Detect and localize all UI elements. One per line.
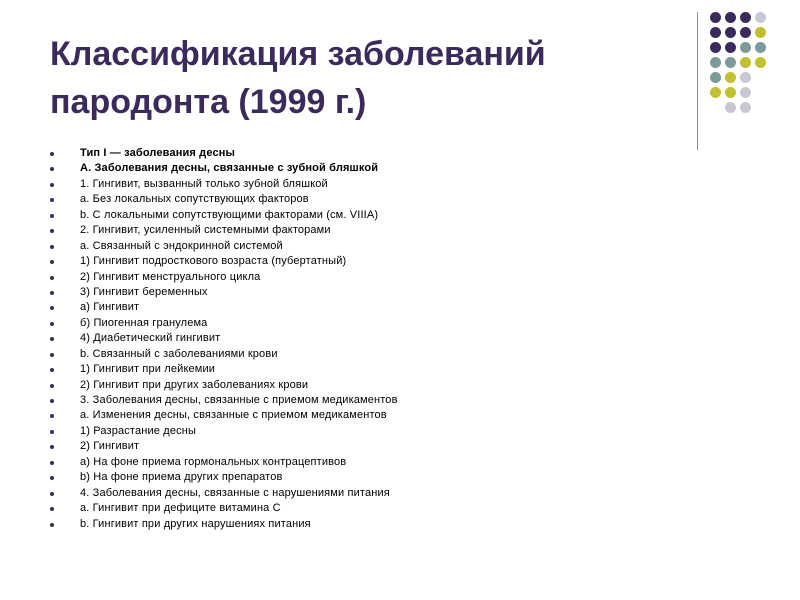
- bullet-icon: [50, 507, 54, 511]
- list-item-text: 3) Гингивит беременных: [80, 285, 208, 298]
- list-item: [50, 300, 398, 315]
- list-item-text: b) На фоне приема других препаратов: [80, 471, 283, 484]
- decorative-dot: [710, 42, 721, 53]
- bullet-icon: [50, 260, 54, 264]
- bullet-icon: [50, 399, 54, 403]
- decorative-dot-grid: [710, 12, 790, 132]
- bullet-icon: [50, 337, 54, 341]
- list-item-text: 1) Разрастание десны: [80, 424, 197, 437]
- bullet-icon: [50, 167, 54, 171]
- decorative-dot: [710, 72, 721, 83]
- decorative-dot: [725, 27, 736, 38]
- list-item: [50, 161, 398, 176]
- vertical-divider: [697, 12, 698, 150]
- list-item: [50, 455, 398, 470]
- decorative-dot: [710, 57, 721, 68]
- decorative-dot: [740, 12, 751, 23]
- bullet-icon: [50, 430, 54, 434]
- list-item-text: b. Гингивит при других нарушениях питания: [80, 517, 311, 530]
- list-item: [50, 316, 398, 331]
- bullet-icon: [50, 368, 54, 372]
- list-item: [50, 517, 398, 532]
- slide-title-line-2: пародонта (1999 г.): [50, 83, 367, 121]
- list-item-text: a. Гингивит при дефиците витамина С: [80, 502, 281, 515]
- list-item-text: 4. Заболевания десны, связанные с нарушениями питания: [80, 486, 390, 499]
- list-item: [50, 208, 398, 223]
- list-item-text: Тип I — заболевания десны: [80, 147, 236, 159]
- list-item-text: b. С локальными сопутствующими факторами (см. VIIIА): [80, 208, 379, 221]
- decorative-dot: [725, 72, 736, 83]
- list-item: [50, 177, 398, 192]
- list-item-text: 3. Заболевания десны, связанные с приемом медикаментов: [80, 394, 398, 406]
- list-item: [50, 239, 398, 254]
- list-item: [50, 254, 398, 269]
- bullet-icon: [50, 229, 54, 233]
- list-item-text: 2) Гингивит: [80, 440, 140, 453]
- list-item: [50, 146, 398, 161]
- list-item-text: 1. Гингивит, вызванный только зубной бляшкой: [80, 177, 328, 190]
- bullet-icon: [50, 353, 54, 357]
- decorative-dot: [740, 42, 751, 53]
- bullet-icon: [50, 183, 54, 187]
- bullet-icon: [50, 445, 54, 449]
- bullet-icon: [50, 384, 54, 388]
- list-item-text: б) Пиогенная гранулема: [80, 316, 208, 329]
- list-item-text: a. Без локальных сопутствующих факторов: [80, 193, 309, 206]
- list-item: [50, 424, 398, 439]
- list-item: [50, 408, 398, 423]
- bullet-icon: [50, 245, 54, 249]
- list-item: [50, 331, 398, 346]
- bullet-icon: [50, 291, 54, 295]
- list-item-text: b. Связанный с заболеваниями крови: [80, 347, 278, 360]
- list-item: [50, 501, 398, 516]
- list-item: [50, 347, 398, 362]
- classification-list: [50, 146, 398, 532]
- slide-title: [50, 30, 650, 126]
- bullet-icon: [50, 306, 54, 310]
- list-item: [50, 270, 398, 285]
- decorative-dot: [710, 87, 721, 98]
- decorative-dot: [740, 102, 751, 113]
- bullet-icon: [50, 322, 54, 326]
- slide-title-line-1: Классификация заболеваний: [50, 35, 546, 73]
- bullet-icon: [50, 414, 54, 418]
- decorative-dot: [725, 12, 736, 23]
- list-item: [50, 393, 398, 408]
- decorative-dot: [710, 27, 721, 38]
- list-item-text: 2. Гингивит, усиленный системными факторами: [80, 224, 331, 237]
- decorative-dot: [740, 72, 751, 83]
- list-item: [50, 192, 398, 207]
- bullet-icon: [50, 492, 54, 496]
- decorative-dot: [755, 57, 766, 68]
- bullet-icon: [50, 523, 54, 527]
- list-item: [50, 378, 398, 393]
- decorative-dot: [725, 42, 736, 53]
- decorative-dot: [755, 27, 766, 38]
- list-item: [50, 486, 398, 501]
- decorative-dot: [740, 27, 751, 38]
- list-item: [50, 223, 398, 238]
- decorative-dot: [725, 102, 736, 113]
- list-item-text: a. Изменения десны, связанные с приемом медикаментов: [80, 409, 387, 422]
- decorative-dot: [740, 57, 751, 68]
- decorative-dot: [710, 12, 721, 23]
- list-item: [50, 439, 398, 454]
- list-item: [50, 285, 398, 300]
- list-item-text: 2) Гингивит менструального цикла: [80, 270, 261, 283]
- list-item: [50, 362, 398, 377]
- list-item-text: 1) Гингивит при лейкемии: [80, 363, 216, 376]
- bullet-icon: [50, 476, 54, 480]
- bullet-icon: [50, 152, 54, 156]
- list-item-text: a. Связанный с эндокринной системой: [80, 239, 283, 252]
- bullet-icon: [50, 461, 54, 465]
- decorative-dot: [755, 12, 766, 23]
- decorative-dot: [740, 87, 751, 98]
- list-item-text: А. Заболевания десны, связанные с зубной бляшкой: [80, 162, 379, 175]
- decorative-dot: [725, 57, 736, 68]
- bullet-icon: [50, 276, 54, 280]
- bullet-icon: [50, 198, 54, 202]
- list-item-text: 1) Гингивит подросткового возраста (пубертатный): [80, 255, 347, 268]
- list-item: [50, 470, 398, 485]
- list-item-text: 2) Гингивит при других заболеваниях крови: [80, 378, 309, 391]
- bullet-icon: [50, 214, 54, 218]
- decorative-dot: [755, 42, 766, 53]
- list-item-text: а) На фоне приема гормональных контрацептивов: [80, 455, 347, 468]
- list-item-text: а) Гингивит: [80, 301, 140, 314]
- list-item-text: 4) Диабетический гингивит: [80, 332, 221, 345]
- decorative-dot: [725, 87, 736, 98]
